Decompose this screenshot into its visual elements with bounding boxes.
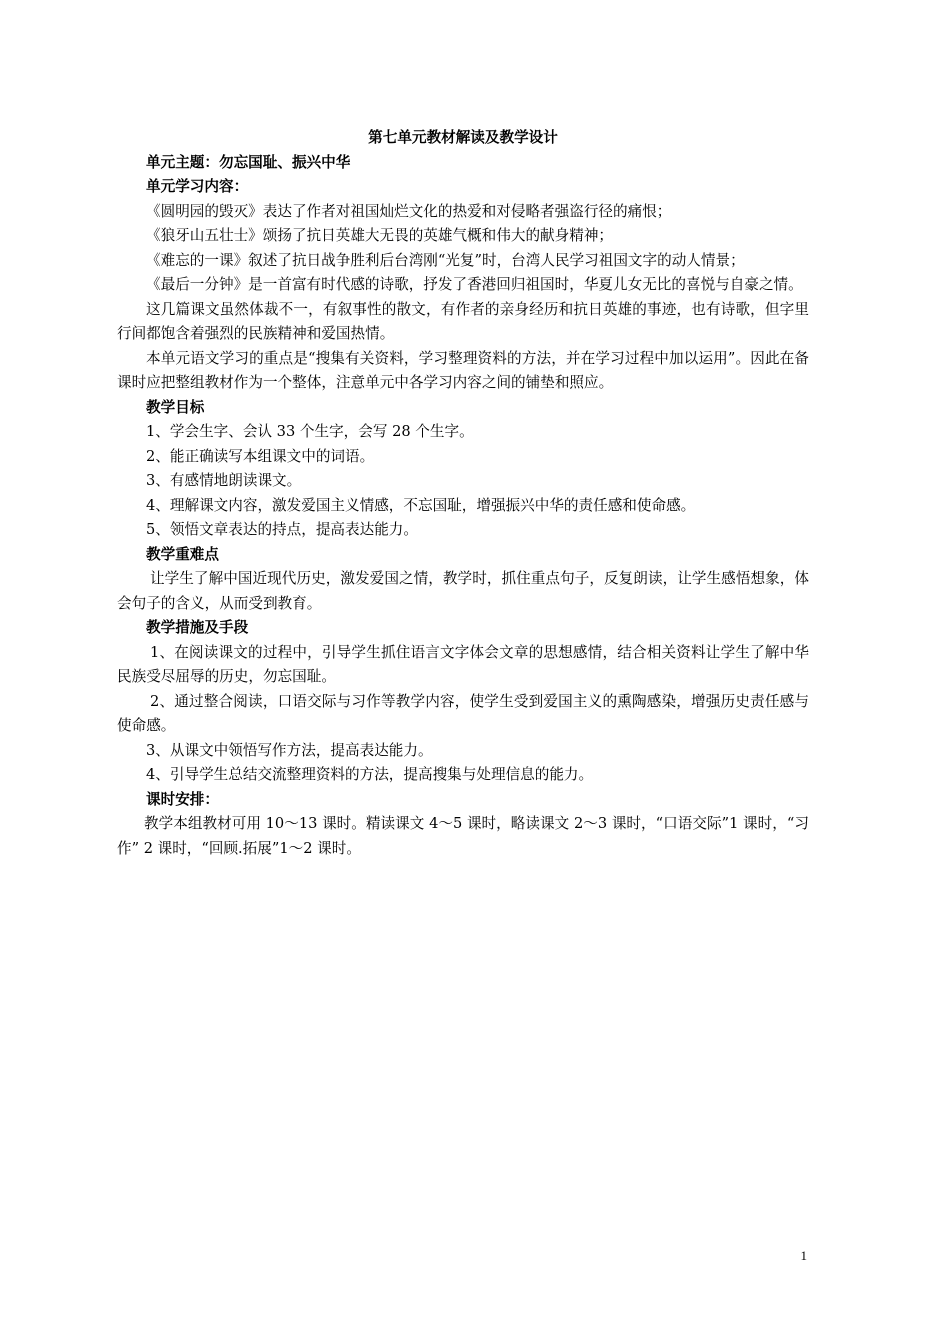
measure-item: 1、在阅读课文的过程中，引导学生抓住语言文字体会文章的思想感情，结合相关资料让学生了解中华民族受尽屈辱的历史，勿忘国耻。 [117,643,809,685]
page-number: 1 [800,1248,807,1263]
goal-item: 4、理解课文内容，激发爱国主义情感，不忘国耻，增强振兴中华的责任感和使命感。 [146,496,696,514]
content-paragraph: 本单元语文学习的重点是“搜集有关资料，学习整理资料的方法，并在学习过程中加以运用”。因此在备课时应把整组教材作为一个整体，注意单元中各学习内容之间的铺垫和照应。 [117,349,809,391]
schedule-paragraph: 教学本组教材可用 10～13 课时。精读课文 4～5 课时，略读课文 2～3 课时，“口语交际”1 课时，“习作” 2 课时，“回顾.拓展”1～2 课时。 [117,815,809,857]
schedule-heading: 课时安排： [146,790,219,808]
difficulty-paragraph: 让学生了解中国近现代历史，激发爱国之情，教学时，抓住重点句子，反复朗读，让学生感悟想象，体会句子的含义，从而受到教育。 [117,570,809,612]
goals-list [117,420,809,543]
document-page [117,126,809,861]
theme-heading: 单元主题：勿忘国耻、振兴中华 [146,153,351,171]
content-paragraph: 《难忘的一课》叙述了抗日战争胜利后台湾刚“光复”时，台湾人民学习祖国文字的动人情景； [146,251,745,269]
content-paragraph: 这几篇课文虽然体裁不一，有叙事性的散文，有作者的亲身经历和抗日英雄的事迹，也有诗歌，但字里行间都饱含着强烈的民族精神和爱国热情。 [117,300,809,342]
content-paragraph: 《最后一分钟》是一首富有时代感的诗歌，抒发了香港回归祖国时，华夏儿女无比的喜悦与自豪之情。 [146,276,803,293]
measure-item: 2、通过整合阅读，口语交际与习作等教学内容，使学生受到爱国主义的熏陶感染，增强历史责任感与使命感。 [117,692,809,734]
content-heading: 单元学习内容： [146,178,249,195]
content-paragraph: 《狼牙山五壮士》颂扬了抗日英雄大无畏的英雄气概和伟大的献身精神； [146,227,614,244]
measures-heading: 教学措施及手段 [146,619,249,636]
document-title: 第七单元教材解读及教学设计 [368,129,558,146]
measure-item: 3、从课文中领悟写作方法，提高表达能力。 [146,741,433,759]
goal-item: 3、有感情地朗读课文。 [146,472,302,489]
goals-heading: 教学目标 [146,398,205,416]
difficulty-heading: 教学重难点 [146,545,219,563]
goal-item: 2、能正确读写本组课文中的词语。 [146,447,375,465]
measure-item: 4、引导学生总结交流整理资料的方法，提高搜集与处理信息的能力。 [146,766,594,783]
goal-item: 5、领悟文章表达的持点，提高表达能力。 [146,521,418,538]
content-paragraph: 《圆明园的毁灭》表达了作者对祖国灿烂文化的热爱和对侵略者强盗行径的痛恨； [146,202,672,220]
goal-item: 1、学会生字、会认 33 个生字，会写 28 个生字。 [146,423,474,440]
